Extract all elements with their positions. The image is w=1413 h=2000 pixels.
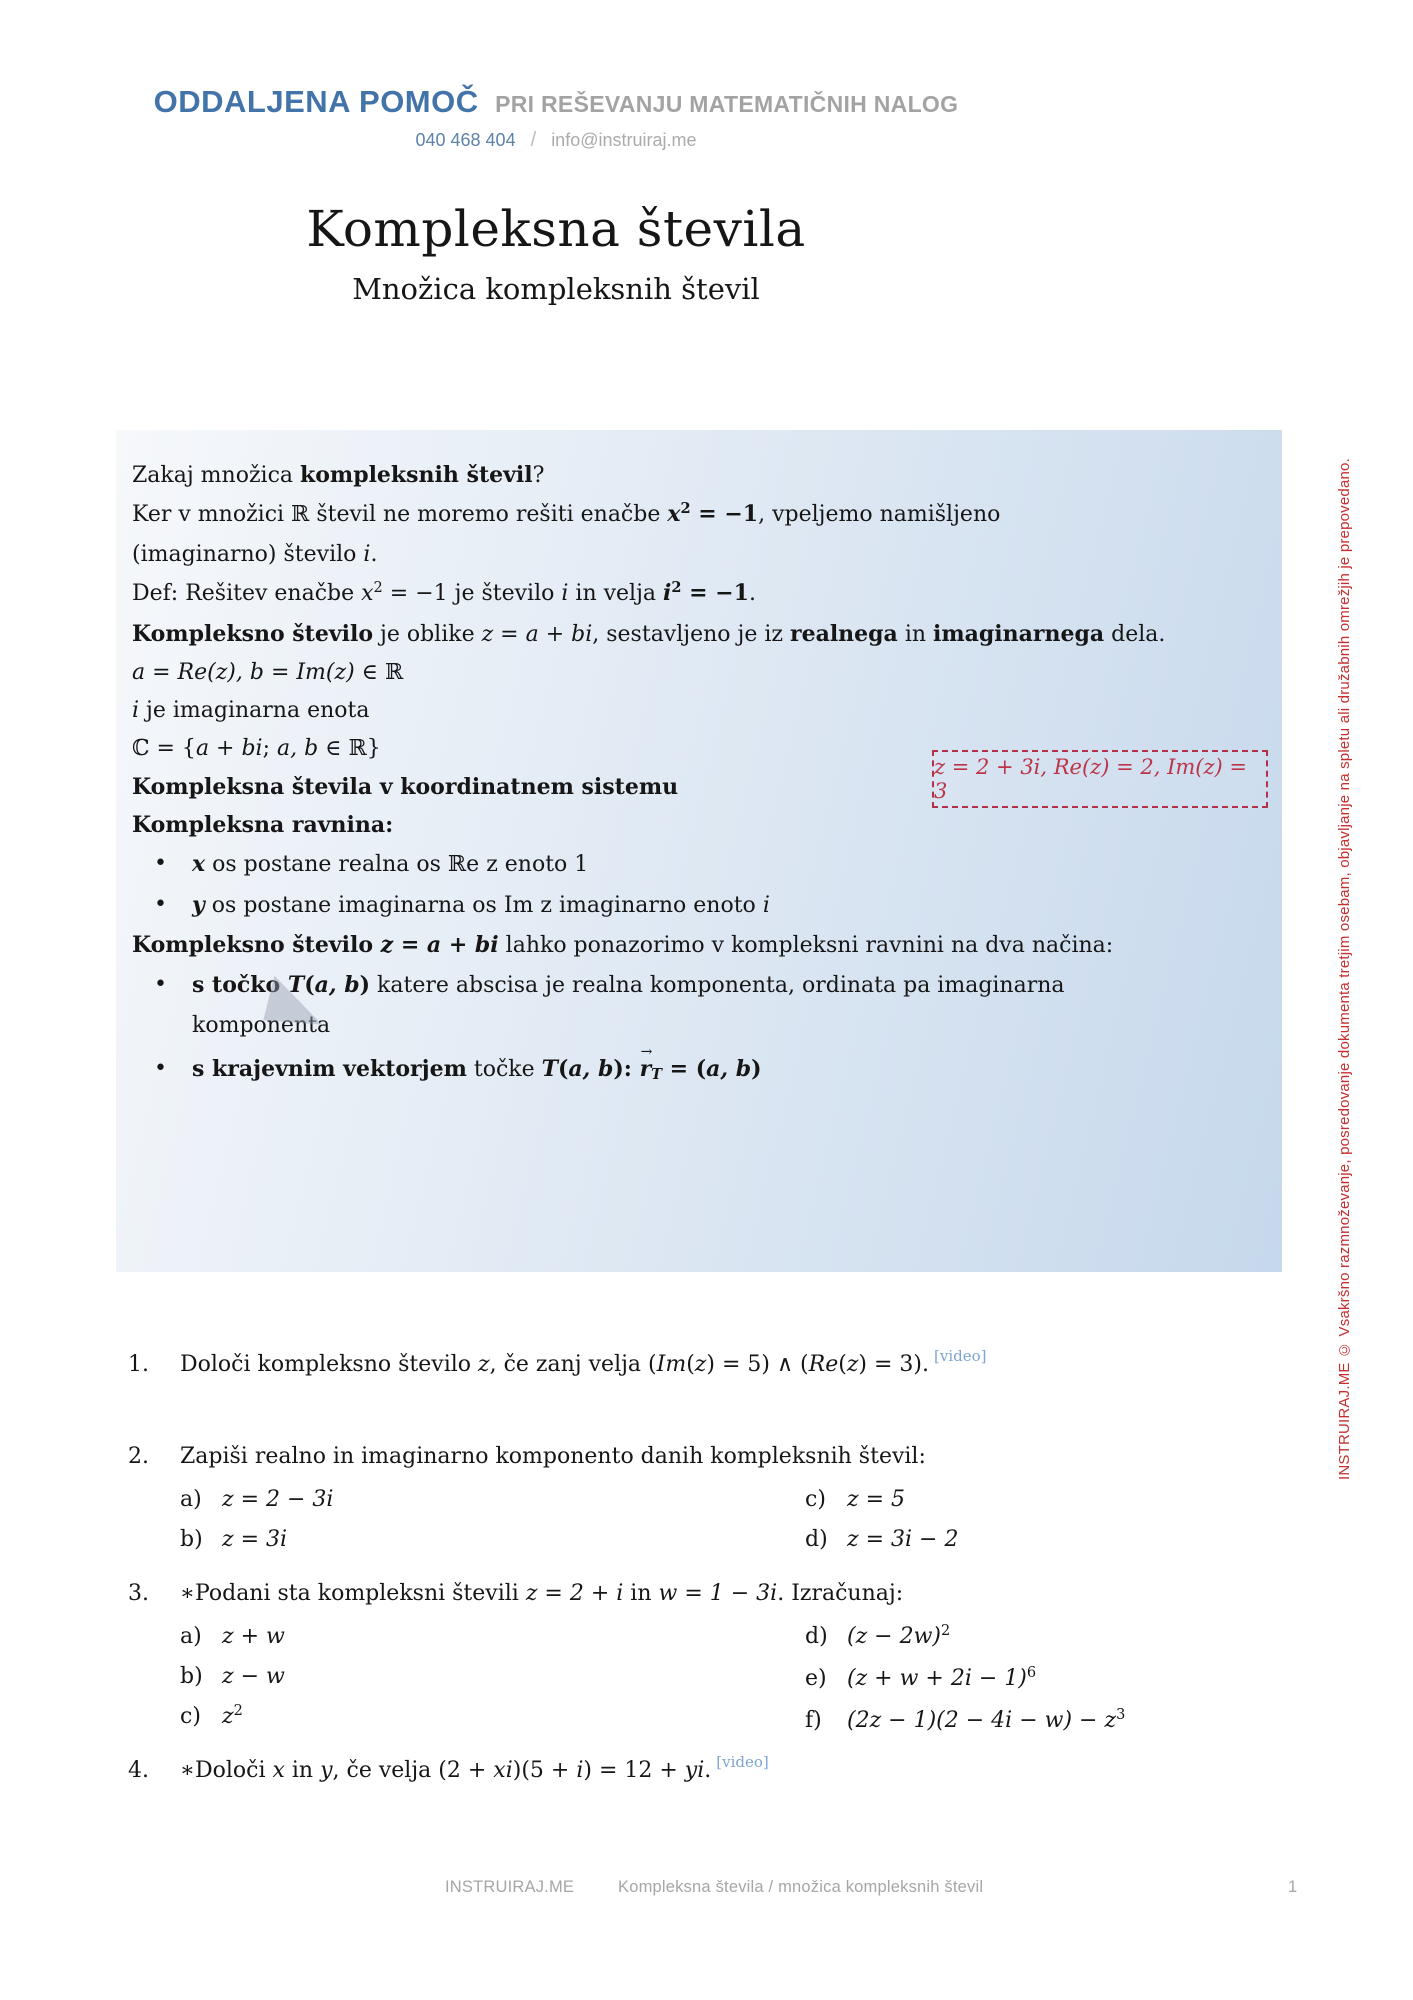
item-formula: z = 3i − 2 [847, 1527, 959, 1552]
list-item [805, 1520, 958, 1560]
exercise-number: 1. [128, 1352, 149, 1377]
exercise-body [180, 1438, 958, 1560]
theory-re-im: a = Re(z), b = Im(z) ∈ ℝ [132, 660, 404, 685]
exercise-body [180, 1346, 987, 1385]
phone-number: 040 468 404 [415, 130, 516, 150]
footer-page-number: 1 [1288, 1878, 1298, 1896]
example-box [932, 750, 1268, 808]
email-address[interactable]: info@instruiraj.me [551, 130, 697, 150]
item-formula: z = 5 [847, 1487, 906, 1512]
exercise-item-columns [180, 1617, 1125, 1743]
item-formula: z = 3i [222, 1527, 288, 1552]
item-formula: z − w [222, 1664, 285, 1689]
exercise-text [180, 1346, 987, 1385]
item-label: b) [180, 1527, 203, 1552]
items-right-column [805, 1617, 1125, 1743]
list-item [180, 1480, 805, 1520]
list-item [180, 1617, 805, 1657]
theory-definition: Def: Rešitev enačbe $x^2 = -1$ je število i in velja $i^2 = -1$. [132, 579, 756, 606]
video-link[interactable]: [video] [934, 1347, 987, 1365]
list-item [805, 1617, 1125, 1659]
bullet-point-representation-text: • s točko T(a, b) katere abscisa je realna komponenta, ordinata pa imaginarna komponenta [192, 972, 1065, 1038]
bullet-imaginary-axis [132, 885, 1242, 926]
list-item [805, 1701, 1125, 1743]
exercise-3 [128, 1575, 1298, 1743]
example-formula: z = 2 + 3i, Re(z) = 2, Im(z) = 3 [934, 755, 1248, 803]
exercise-number: 4. [128, 1758, 149, 1783]
item-label: a) [180, 1624, 202, 1649]
theory-imaginary-unit: i je imaginarna enota [132, 698, 370, 723]
bullet-vector-representation-text: • s krajevnim vektorjem točke T(a, b): r →T = (a, b) [192, 1046, 762, 1095]
item-label: f) [805, 1708, 822, 1733]
exercise-item-columns [180, 1480, 958, 1560]
item-label: e) [805, 1666, 827, 1691]
exercise-4 [128, 1752, 1298, 1791]
header-contact-line [0, 129, 1112, 152]
theory-set-definition: ℂ = {a + bi; a, b ∈ ℝ} [132, 736, 381, 761]
contact-separator: / [530, 129, 537, 151]
item-formula: $(2z - 1)(2 - 4i - w) - z^3$ [847, 1707, 1126, 1733]
item-formula: $(z - 2w)^2$ [847, 1623, 951, 1649]
exercise-text: ∗Podani sta kompleksni števili z = 2 + i in w = 1 − 3i. Izračunaj: [180, 1581, 904, 1606]
footer-site: INSTRUIRAJ.ME [445, 1878, 575, 1896]
list-item [180, 1520, 805, 1560]
list-item [180, 1697, 805, 1739]
exercise-text [180, 1752, 769, 1791]
theory-intro: Ker v množici ℝ števil ne moremo rešiti enačbe $x^2 = -1$, vpeljemo namišljeno (imaginarno) število i. [132, 500, 1001, 567]
exercise-text: Zapiši realno in imaginarno komponento danih kompleksnih števil: [180, 1444, 926, 1469]
items-left-column [180, 1480, 805, 1560]
page-title: Kompleksna števila [306, 200, 806, 258]
exercise-number: 2. [128, 1444, 149, 1469]
exercise-number: 3. [128, 1581, 149, 1606]
exercise-body [180, 1575, 1125, 1743]
item-label: b) [180, 1664, 203, 1689]
header-tagline: PRI REŠEVANJU MATEMATIČNIH NALOG [495, 91, 959, 117]
list-item [805, 1480, 958, 1520]
exercise-2 [128, 1438, 1298, 1560]
item-formula: z + w [222, 1624, 285, 1649]
item-formula: $(z + w + 2i - 1)^6$ [847, 1665, 1037, 1691]
theory-question: Zakaj množica kompleksnih števil? [132, 462, 545, 488]
theory-complex-number: Kompleksno število je oblike z = a + bi, sestavljeno je iz realnega in imaginarnega dela. [132, 621, 1166, 647]
exercise-body [180, 1752, 769, 1791]
theory-two-ways: Kompleksno število z = a + bi lahko ponazorimo v kompleksni ravnini na dva načina: [132, 932, 1114, 958]
list-item [180, 1657, 805, 1697]
item-formula: z = 2 − 3i [222, 1487, 334, 1512]
header [0, 84, 1112, 152]
bullet-imaginary-axis-text: • y os postane imaginarna os Im z imaginarno enoto i [192, 892, 770, 918]
page-subtitle: Množica kompleksnih števil [352, 272, 760, 306]
header-brand-line [0, 84, 1112, 120]
video-link[interactable]: [video] [716, 1753, 769, 1771]
items-left-column [180, 1617, 805, 1743]
exercise-1 [128, 1346, 1298, 1385]
bullet-real-axis-text: • x os postane realna os ℝe z enoto 1 [192, 851, 589, 877]
item-label: a) [180, 1487, 202, 1512]
item-label: d) [805, 1624, 828, 1649]
theory-panel [116, 430, 1282, 1272]
item-label: c) [805, 1487, 826, 1512]
bullet-vector-representation [132, 1046, 1242, 1095]
heading-complex-plane: Kompleksna ravnina: [132, 812, 394, 838]
item-formula: $z^2$ [222, 1703, 243, 1729]
copyright-vertical-text: INSTRUIRAJ.ME © Vsakršno razmnoževanje, posredovanje dokumenta tretjim osebam, objavljanje na spletu ali družabnih omrežjih je prepovedano. [1336, 458, 1353, 1480]
exercise-formula-text: Določi kompleksno število z, če zanj velja (Im(z) = 5) ∧ (Re(z) = 3). [180, 1352, 929, 1377]
item-label: d) [805, 1527, 828, 1552]
list-item [805, 1659, 1125, 1701]
exercise-formula-text: ∗Določi x in y, če velja (2 + xi)(5 + i) = 12 + yi. [180, 1758, 712, 1783]
heading-coordinate-system: Kompleksna števila v koordinatnem sistemu [132, 774, 679, 800]
brand-logo: ODDALJENA POMOČ [153, 84, 479, 119]
items-right-column [805, 1480, 958, 1560]
footer-doc-title: Kompleksna števila / množica kompleksnih števil [618, 1878, 984, 1896]
bullet-real-axis [132, 844, 1242, 885]
item-label: c) [180, 1704, 201, 1729]
